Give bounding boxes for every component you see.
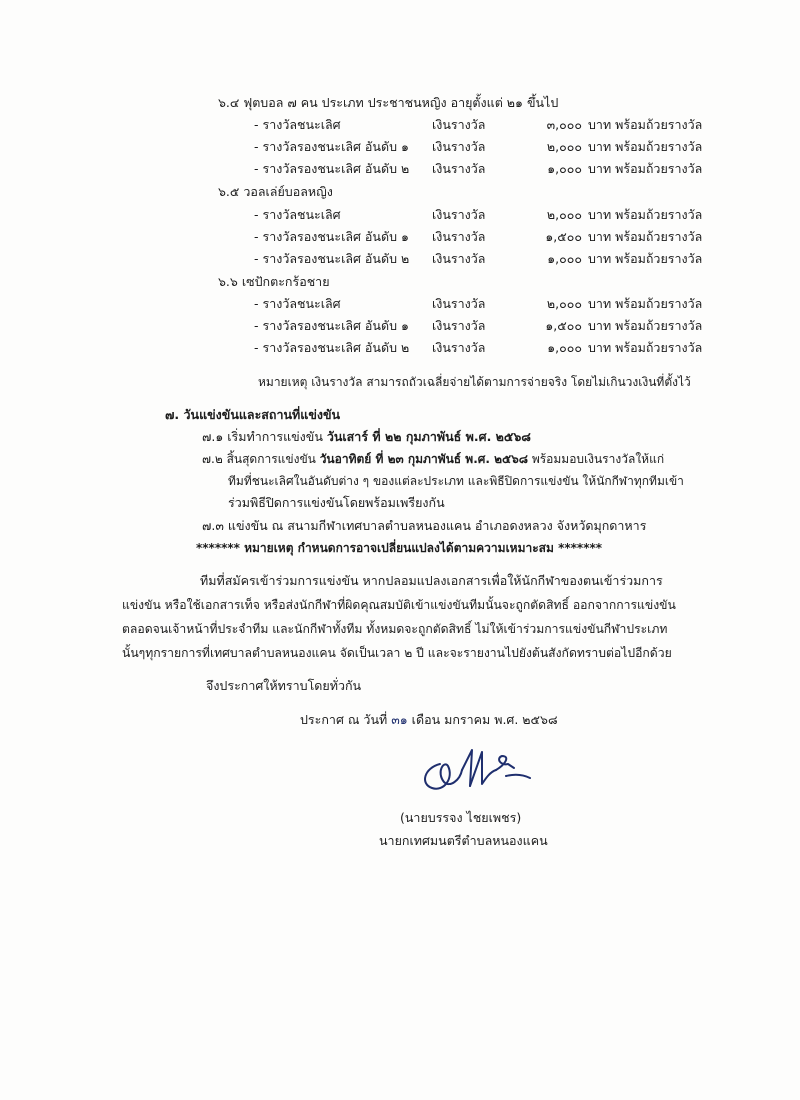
prize-amount: [502, 228, 582, 246]
section-6-6-title: ๖.๖ เซปักตะกร้อชาย: [218, 274, 330, 289]
prize-tail: บาท พร้อมถ้วยรางวัล: [588, 318, 703, 333]
prize-note: หมายเหตุ เงินรางวัล สามารถถัวเฉลี่ยจ่ายได้ตามการจ่ายจริง โดยไม่เกินวงเงินที่ตั้งไว้: [258, 375, 691, 389]
prize-amount-value: ๑,๕๐๐: [545, 318, 582, 333]
prize-label: - รางวัลชนะเลิศ: [254, 296, 341, 311]
date-day: ๓๑: [391, 712, 408, 727]
item-7-1-date: วันเสาร์ ที่ ๒๒ กุมภาพันธ์ พ.ศ. ๒๕๖๘: [326, 429, 531, 444]
prize-tail: บาท พร้อมถ้วยรางวัล: [588, 251, 703, 266]
item-7-3: ๗.๓ แข่งขัน ณ สนามกีฬาเทศบาลตำบลหนองแคน อำเภอดงหลวง จังหวัดมุกดาหาร: [202, 518, 647, 533]
prize-label: - รางวัลรองชนะเลิศ อันดับ ๒: [254, 161, 410, 176]
prize-amount: [502, 206, 582, 224]
prize-amount: [502, 339, 582, 357]
prize-row: [0, 116, 800, 136]
signature-stroke: [462, 750, 472, 786]
signer-title: นายกเทศมนตรีตำบลหนองแคน: [379, 833, 548, 848]
prize-amount-value: ๑,๕๐๐: [545, 229, 582, 244]
item-7-2-line2: ทีมที่ชนะเลิศในอันดับต่าง ๆ ของแต่ละประเภท และพิธีปิดการแข่งขัน ให้นักกีฬาทุกทีมเข้า: [228, 474, 684, 488]
prize-amount: [502, 317, 582, 335]
prize-money-label: เงินรางวัล: [432, 296, 486, 311]
item-7-1: [202, 428, 531, 446]
prize-amount-value: ๒,๐๐๐: [546, 139, 582, 154]
prize-label: - รางวัลรองชนะเลิศ อันดับ ๑: [254, 139, 409, 154]
prize-row: [0, 339, 800, 359]
signer-name: (นายบรรจง ไชยเพชร): [400, 810, 522, 825]
item-7-2-text: ๗.๒ สิ้นสุดการแข่งขัน: [202, 452, 320, 466]
prize-row: [0, 317, 800, 337]
prize-row: [0, 160, 800, 180]
prize-amount-value: ๒,๐๐๐: [546, 207, 582, 222]
prize-amount: [502, 160, 582, 178]
date-prefix: ประกาศ ณ วันที่: [300, 712, 392, 727]
paragraph-line: แข่งขัน หรือใช้เอกสารเท็จ หรือส่งนักกีฬาที่ผิดคุณสมบัติเข้าแข่งขันทีมนั้นจะถูกตัดสิทธิ์ ออกจากการแข่งขัน: [122, 598, 676, 612]
prize-label: - รางวัลชนะเลิศ: [254, 207, 341, 222]
prize-row: [0, 250, 800, 270]
paragraph-line: ทีมที่สมัครเข้าร่วมการแข่งขัน หากปลอมแปลงเอกสารเพื่อให้นักกีฬาของตนเข้าร่วมการ: [200, 573, 663, 588]
prize-amount-value: ๑,๐๐๐: [547, 340, 582, 355]
signature-stroke: [425, 764, 462, 789]
prize-money-label: เงินรางวัล: [432, 251, 486, 266]
paragraph-line: ตลอดจนเจ้าหน้าที่ประจำทีม และนักกีฬาทั้งทีม ทั้งหมดจะถูกตัดสิทธิ์ ไม่ให้เข้าร่วมการแข่งขันกีฬาประเภท: [122, 622, 668, 636]
signature-stroke: [470, 752, 496, 786]
prize-amount-value: ๑,๐๐๐: [547, 161, 582, 176]
paragraph-line: นั้นๆทุกรายการที่เทศบาลตำบลหนองแคน จัดเป็นเวลา ๒ ปี และจะรายงานไปยังต้นสังกัดทราบต่อไปอีกด้วย: [122, 646, 672, 660]
prize-tail: บาท พร้อมถ้วยรางวัล: [588, 296, 703, 311]
prize-tail: บาท พร้อมถ้วยรางวัล: [588, 139, 703, 154]
prize-tail: บาท พร้อมถ้วยรางวัล: [588, 229, 703, 244]
prize-label: - รางวัลชนะเลิศ: [254, 117, 341, 132]
prize-label: - รางวัลรองชนะเลิศ อันดับ ๑: [254, 318, 409, 333]
item-7-2: [202, 450, 664, 468]
signature-stroke: [496, 756, 514, 770]
section-6-5-title: ๖.๕ วอลเล่ย์บอลหญิง: [218, 184, 333, 199]
prize-money-label: เงินรางวัล: [432, 161, 486, 176]
announcement-date: [300, 711, 558, 729]
prize-amount: [502, 250, 582, 268]
signature-image: [410, 742, 540, 802]
prize-money-label: เงินรางวัล: [432, 229, 486, 244]
prize-row: [0, 228, 800, 248]
prize-amount: [502, 116, 582, 134]
prize-amount-value: ๒,๐๐๐: [546, 296, 582, 311]
prize-label: - รางวัลรองชนะเลิศ อันดับ ๒: [254, 251, 410, 266]
section-7-heading: ๗. วันแข่งขันและสถานที่แข่งขัน: [165, 407, 341, 422]
signature-stroke: [506, 775, 530, 778]
prize-row: [0, 138, 800, 158]
prize-amount-value: ๑,๐๐๐: [547, 251, 582, 266]
section-6-4-title: ๖.๔ ฟุตบอล ๗ คน ประเภท ประชาชนหญิง อายุตั้งแต่ ๒๑ ขึ้นไป: [218, 95, 559, 110]
prize-money-label: เงินรางวัล: [432, 139, 486, 154]
prize-tail: บาท พร้อมถ้วยรางวัล: [588, 340, 703, 355]
prize-label: - รางวัลรองชนะเลิศ อันดับ ๑: [254, 229, 409, 244]
prize-label: - รางวัลรองชนะเลิศ อันดับ ๒: [254, 340, 410, 355]
announcement-line: จึงประกาศให้ทราบโดยทั่วกัน: [206, 678, 362, 693]
prize-money-label: เงินรางวัล: [432, 318, 486, 333]
prize-tail: บาท พร้อมถ้วยรางวัล: [588, 207, 703, 222]
prize-amount: [502, 138, 582, 156]
item-7-1-text: ๗.๑ เริ่มทำการแข่งขัน: [202, 429, 327, 444]
item-7-2-date: วันอาทิตย์ ที่ ๒๓ กุมภาพันธ์ พ.ศ. ๒๕๖๘: [319, 452, 528, 466]
prize-money-label: เงินรางวัล: [432, 117, 486, 132]
prize-row: [0, 295, 800, 315]
prize-money-label: เงินรางวัล: [432, 207, 486, 222]
item-7-2-tail: พร้อมมอบเงินรางวัลให้แก่: [528, 452, 665, 466]
prize-row: [0, 206, 800, 226]
date-rest: เดือน มกราคม พ.ศ. ๒๕๖๘: [407, 712, 558, 727]
prize-money-label: เงินรางวัล: [432, 340, 486, 355]
prize-tail: บาท พร้อมถ้วยรางวัล: [588, 117, 703, 132]
item-7-2-line3: ร่วมพิธีปิดการแข่งขันโดยพร้อมเพรียงกัน: [228, 495, 445, 510]
prize-tail: บาท พร้อมถ้วยรางวัล: [588, 161, 703, 176]
schedule-warning: ******* หมายเหตุ กำหนดการอาจเปลี่ยนแปลงได้ตามความเหมาะสม *******: [196, 541, 603, 555]
prize-amount-value: ๓,๐๐๐: [546, 117, 582, 132]
prize-amount: [502, 295, 582, 313]
